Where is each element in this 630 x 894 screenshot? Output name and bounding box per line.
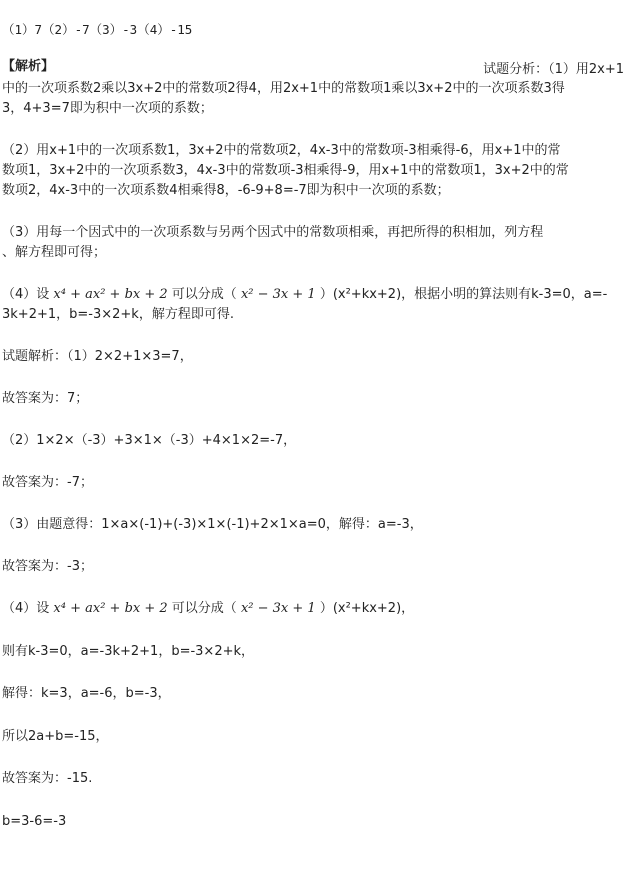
factor-expression: x² − 3x + 1: [240, 287, 316, 302]
analysis-p2-line1: （2）用x+1中的一次项系数1，3x+2中的常数项2，4x-3中的常数项-3相乘得-6，用x+1中的常: [2, 143, 561, 158]
analysis-p4-line2: 3k+2+1，b=-3×2+k，解方程即可得.: [2, 307, 234, 322]
solution-answer4: 故答案为：-15.: [2, 771, 93, 786]
solution-step3: （3）由题意得：1×a×(-1)+(-3)×1×(-1)+2×1×a=0，解得：a=-3，: [2, 517, 423, 532]
solution-step4-line1: [2, 600, 414, 618]
solution-final-line: b=3-6=-3: [2, 814, 67, 829]
analysis-heading: 【解析】: [2, 59, 55, 74]
answers-line: （1）7（2）-7（3）-3（4）-15: [2, 22, 193, 37]
analysis-p2-line2: 数项1，3x+2中的一次项系数3，4x-3中的常数项-3相乘得-9，用x+1中的常数项1，3x+2中的常: [2, 163, 569, 178]
analysis-p4-suffix: ）(x²+kx+2)，根据小明的算法则有k-3=0，a=-: [319, 287, 608, 302]
analysis-p3-line1: （3）用每一个因式中的一次项系数与另两个因式中的常数项相乘，再把所得的积相加，列方程: [2, 225, 544, 240]
polynomial-expression: x⁴ + ax² + bx + 2: [53, 287, 168, 302]
analysis-p3-line2: 、解方程即可得；: [2, 245, 107, 260]
analysis-p4-prefix: （4）设: [2, 287, 50, 302]
solution-step4-suffix: ）(x²+kx+2)，: [319, 601, 415, 616]
solution-answer3: 故答案为：-3；: [2, 559, 93, 574]
solution-step4-line2: 则有k-3=0，a=-3k+2+1，b=-3×2+k，: [2, 644, 255, 659]
analysis-p2-line3: 数项2，4x-3中的一次项系数4相乘得8，-6-9+8=-7即为积中一次项的系数；: [2, 183, 450, 198]
solution-step4-prefix: （4）设: [2, 601, 50, 616]
analysis-p4-mid: 可以分成（: [171, 287, 237, 302]
solution-polynomial-expression: x⁴ + ax² + bx + 2: [53, 601, 168, 616]
analysis-p4-line1: [2, 286, 607, 304]
solution-step4-mid: 可以分成（: [171, 601, 237, 616]
analysis-p1-line3: 3，4+3=7即为积中一次项的系数；: [2, 101, 213, 116]
solution-step1: 试题解析：（1）2×2+1×3=7，: [2, 349, 193, 364]
solution-factor-expression: x² − 3x + 1: [240, 601, 316, 616]
solution-step4-line4: 所以2a+b=-15，: [2, 729, 109, 744]
solution-step2: （2）1×2×（-3）+3×1×（-3）+4×1×2=-7，: [2, 433, 297, 448]
solution-answer2: 故答案为：-7；: [2, 475, 93, 490]
solution-answer1: 故答案为：7；: [2, 391, 89, 406]
analysis-intro: 试题分析：（1）用2x+1: [483, 62, 624, 77]
analysis-p1-line2: 中的一次项系数2乘以3x+2中的常数项2得4，用2x+1中的常数项1乘以3x+2中的一次项系数3得: [2, 81, 565, 96]
solution-step4-line3: 解得：k=3，a=-6，b=-3，: [2, 686, 171, 701]
